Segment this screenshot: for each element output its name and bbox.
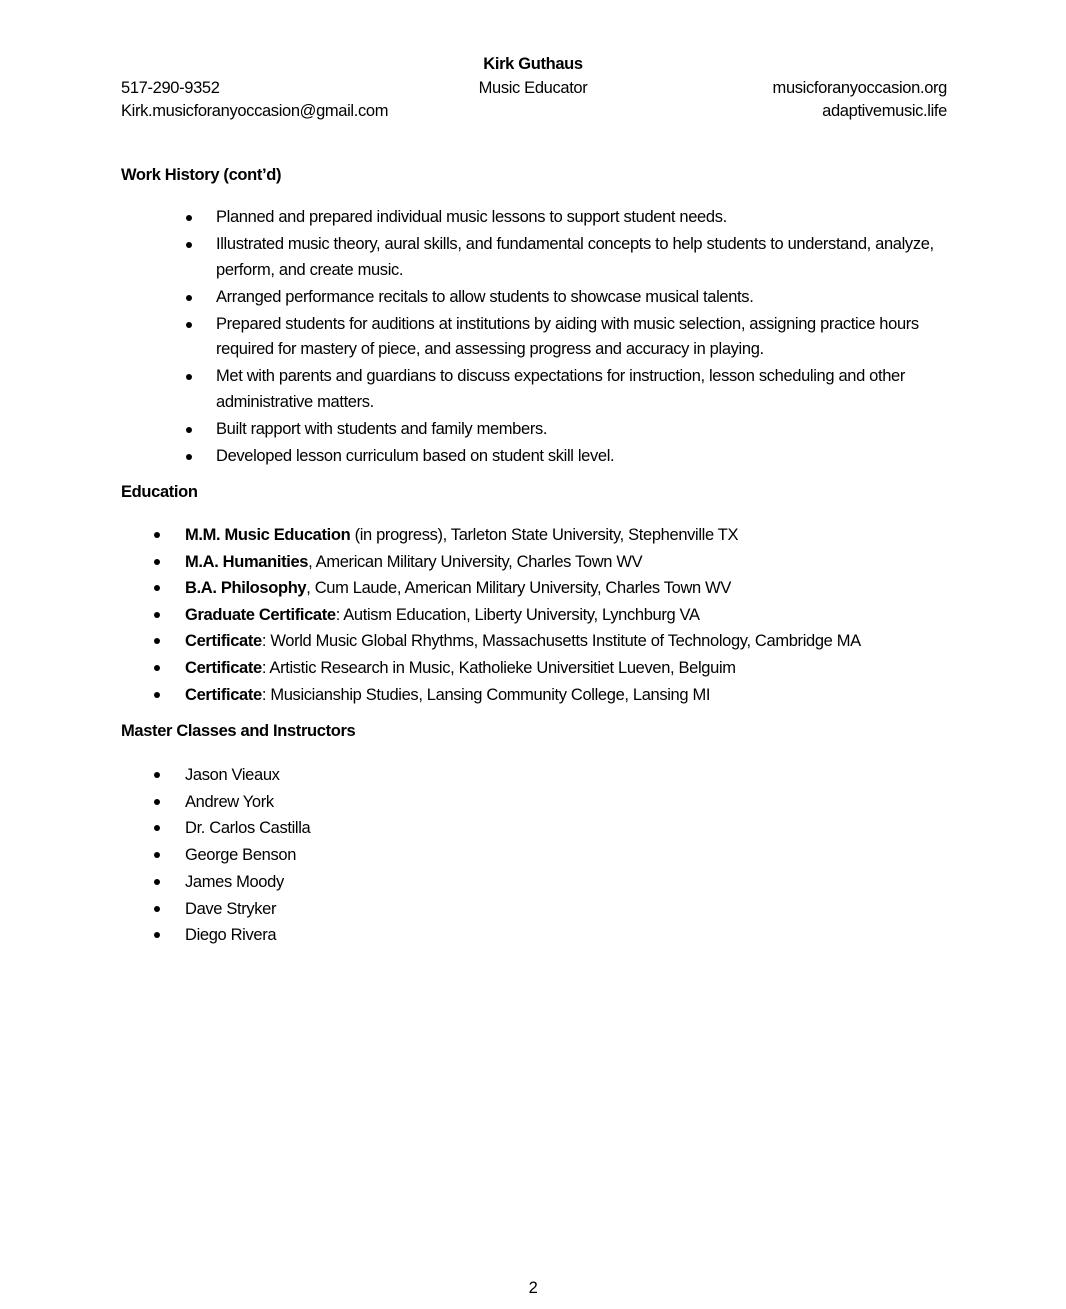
list-item: Andrew York [185,789,310,816]
work-history-heading: Work History (cont’d) [121,166,282,184]
degree: M.A. Humanities [185,552,309,571]
job-title: Music Educator [478,79,588,97]
list-item [185,602,985,629]
details: : Autism Education, Liberty University, Lynchburg VA [335,605,700,624]
email-link[interactable]: Kirk.musicforanyoccasion@gmail.com [121,102,389,120]
degree: Certificate [185,685,262,704]
list-item: Met with parents and guardians to discuss expectations for instruction, lesson scheduling and other administrative matters. [216,364,956,415]
website-link-2[interactable]: adaptivemusic.life [822,102,947,120]
master-classes-heading: Master Classes and Instructors [121,722,356,740]
details: : Artistic Research in Music, Katholieke Universitiet Lueven, Belguim [261,658,736,677]
list-item: Illustrated music theory, aural skills, and fundamental concepts to help students to understand, analyze, perform, and create music. [216,232,956,283]
list-item [185,682,985,709]
details: : Musicianship Studies, Lansing Community College, Lansing MI [261,685,711,704]
list-item [185,549,985,576]
education-heading: Education [121,483,198,501]
phone-number: 517-290-9352 [121,79,220,97]
education-list [185,522,985,708]
degree: Graduate Certificate [185,605,336,624]
page-number: 2 [528,1279,538,1297]
resume-name: Kirk Guthaus [483,55,583,73]
details: (in progress), Tarleton State University, Stephenville TX [350,526,739,544]
degree: M.M. Music Education [185,526,351,544]
website-link[interactable]: musicforanyoccasion.org [772,79,947,97]
list-item: Prepared students for auditions at institutions by aiding with music selection, assigning practice hours required for mastery of piece, and assessing progress and accuracy in playing. [216,312,956,363]
list-item: Planned and prepared individual music lessons to support student needs. [216,205,956,231]
list-item: Built rapport with students and family members. [216,417,956,443]
degree: Certificate [185,658,262,677]
list-item: George Benson [185,842,310,869]
degree: Certificate [185,632,262,651]
list-item: Developed lesson curriculum based on student skill level. [216,444,956,470]
work-history-list [216,205,956,471]
list-item [185,575,985,602]
details: , Cum Laude, American Military University, Charles Town WV [306,579,731,598]
list-item: Jason Vieaux [185,762,310,789]
master-classes-list [185,762,310,949]
degree: B.A. Philosophy [185,579,307,598]
list-item: Arranged performance recitals to allow students to showcase musical talents. [216,285,956,311]
details: : World Music Global Rhythms, Massachusetts Institute of Technology, Cambridge MA [261,632,861,651]
list-item [185,522,985,549]
list-item: Dr. Carlos Castilla [185,815,310,842]
list-item [185,655,985,682]
list-item: James Moody [185,869,310,896]
details: , American Military University, Charles Town WV [308,552,643,571]
list-item [185,628,985,655]
list-item: Diego Rivera [185,922,310,949]
list-item: Dave Stryker [185,896,310,923]
